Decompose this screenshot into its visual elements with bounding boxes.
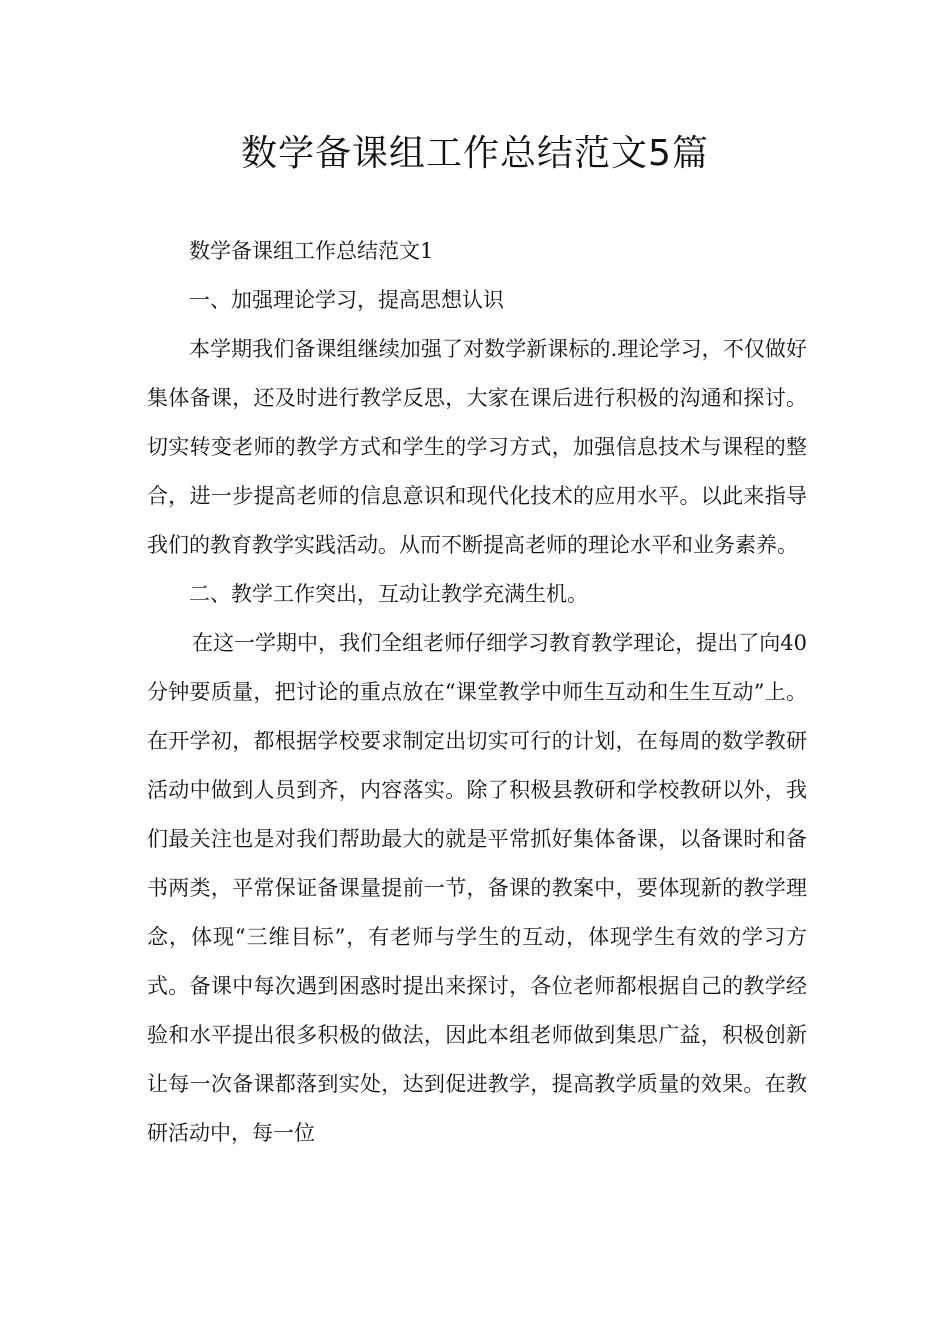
subsection-heading: 二、教学工作突出，互动让教学充满生机。 bbox=[189, 582, 588, 606]
document-body bbox=[147, 227, 807, 1158]
document-title: 数学备课组工作总结范文5篇 bbox=[241, 133, 709, 174]
section-heading: 数学备课组工作总结范文1 bbox=[189, 239, 434, 263]
body-paragraph: 在这一学期中，我们全组老师仔细学习教育教学理论，提出了向40分钟要质量，把讨论的重点放在“课堂教学中师生互动和生生互动”上。在开学初，都根据学校要求制定出切实可行的计划，在每周的数学教研活动中做到人员到齐，内容落实。除了积极县教研和学校教研以外，我们最关注也是对我们帮助最大的就是平常抓好集体备课，以备课时和备书两类，平常保证备课量提前一节，备课的教案中，要体现新的教学理念，体现“三维目标”，有老师与学生的互动，体现学生有效的学习方式。备课中每次遇到困惑时提出来探讨，各位老师都根据自己的教学经验和水平提出很多积极的做法，因此本组老师做到集思广益，积极创新让每一次备课都落到实处，达到促进教学，提高教学质量的效果。在教研活动中，每一位 bbox=[147, 631, 807, 1145]
subsection-heading: 一、加强理论学习，提高思想认识 bbox=[189, 288, 504, 312]
body-paragraph: 本学期我们备课组继续加强了对数学新课标的.理论学习，不仅做好集体备课，还及时进行教学反思，大家在课后进行积极的沟通和探讨。切实转变老师的教学方式和学生的学习方式，加强信息技术与课程的整合，进一步提高老师的信息意识和现代化技术的应用水平。以此来指导我们的教育教学实践活动。从而不断提高老师的理论水平和业务素养。 bbox=[147, 337, 807, 557]
